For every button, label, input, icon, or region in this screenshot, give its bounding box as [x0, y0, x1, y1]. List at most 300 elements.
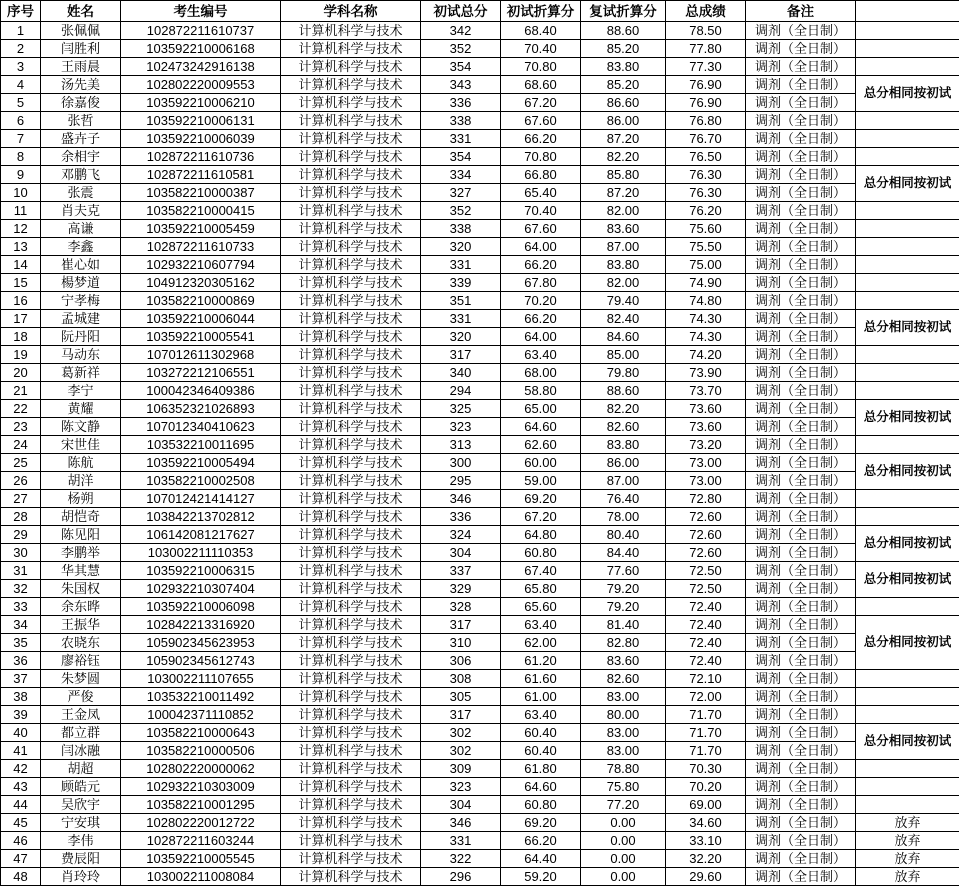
cell-final-score: 77.30 — [666, 58, 746, 76]
cell-no: 30 — [1, 544, 41, 562]
cell-no: 8 — [1, 148, 41, 166]
cell-major: 计算机科学与技术 — [281, 436, 421, 454]
cell-remark — [856, 688, 959, 706]
cell-note: 调剂（全日制） — [746, 310, 856, 328]
cell-name: 葛新祥 — [41, 364, 121, 382]
cell-major: 计算机科学与技术 — [281, 634, 421, 652]
cell-major: 计算机科学与技术 — [281, 220, 421, 238]
cell-no: 40 — [1, 724, 41, 742]
cell-initial-converted: 59.00 — [501, 472, 581, 490]
cell-initial-total: 323 — [421, 778, 501, 796]
cell-name: 张佩佩 — [41, 22, 121, 40]
table-row — [1, 40, 959, 58]
cell-major: 计算机科学与技术 — [281, 544, 421, 562]
cell-retest-converted: 80.00 — [581, 706, 666, 724]
cell-exam-code: 102802220000062 — [121, 760, 281, 778]
cell-note: 调剂（全日制） — [746, 490, 856, 508]
cell-retest-converted: 86.60 — [581, 94, 666, 112]
table-row — [1, 832, 959, 850]
cell-no: 19 — [1, 346, 41, 364]
cell-retest-converted: 82.20 — [581, 400, 666, 418]
cell-name: 胡超 — [41, 760, 121, 778]
cell-initial-converted: 66.20 — [501, 310, 581, 328]
cell-final-score: 72.50 — [666, 580, 746, 598]
cell-initial-total: 339 — [421, 274, 501, 292]
cell-no: 37 — [1, 670, 41, 688]
table-row — [1, 634, 959, 652]
cell-major: 计算机科学与技术 — [281, 760, 421, 778]
cell-name: 黄耀 — [41, 400, 121, 418]
cell-retest-converted: 83.60 — [581, 220, 666, 238]
cell-retest-converted: 79.80 — [581, 364, 666, 382]
cell-remark — [856, 58, 959, 76]
cell-final-score: 76.90 — [666, 76, 746, 94]
cell-remark: 放弃 — [856, 868, 959, 886]
cell-exam-code: 103592210006168 — [121, 40, 281, 58]
cell-exam-code: 102802220009553 — [121, 76, 281, 94]
cell-retest-converted: 82.00 — [581, 274, 666, 292]
cell-no: 12 — [1, 220, 41, 238]
cell-initial-total: 304 — [421, 796, 501, 814]
cell-final-score: 71.70 — [666, 742, 746, 760]
cell-major: 计算机科学与技术 — [281, 688, 421, 706]
cell-retest-converted: 79.20 — [581, 580, 666, 598]
cell-no: 18 — [1, 328, 41, 346]
cell-note: 调剂（全日制） — [746, 616, 856, 634]
cell-note: 调剂（全日制） — [746, 418, 856, 436]
cell-retest-converted: 83.00 — [581, 724, 666, 742]
cell-exam-code: 105902345612743 — [121, 652, 281, 670]
cell-note: 调剂（全日制） — [746, 634, 856, 652]
cell-initial-total: 354 — [421, 58, 501, 76]
cell-initial-converted: 70.80 — [501, 148, 581, 166]
cell-exam-code: 107012611302968 — [121, 346, 281, 364]
cell-initial-total: 302 — [421, 742, 501, 760]
cell-exam-code: 103592210005494 — [121, 454, 281, 472]
cell-final-score: 76.30 — [666, 166, 746, 184]
cell-major: 计算机科学与技术 — [281, 598, 421, 616]
cell-final-score: 73.90 — [666, 364, 746, 382]
cell-name: 朱梦圆 — [41, 670, 121, 688]
cell-initial-converted: 63.40 — [501, 346, 581, 364]
table-row — [1, 454, 959, 472]
cell-no: 17 — [1, 310, 41, 328]
cell-retest-converted: 87.00 — [581, 238, 666, 256]
cell-name: 闫冰融 — [41, 742, 121, 760]
cell-no: 34 — [1, 616, 41, 634]
cell-initial-converted: 64.40 — [501, 850, 581, 868]
cell-major: 计算机科学与技术 — [281, 490, 421, 508]
table-row — [1, 166, 959, 184]
cell-initial-total: 337 — [421, 562, 501, 580]
cell-initial-converted: 66.20 — [501, 256, 581, 274]
cell-initial-total: 351 — [421, 292, 501, 310]
cell-retest-converted: 85.20 — [581, 76, 666, 94]
table-row — [1, 742, 959, 760]
cell-exam-code: 106352321026893 — [121, 400, 281, 418]
cell-no: 22 — [1, 400, 41, 418]
cell-initial-total: 338 — [421, 112, 501, 130]
cell-name: 吴欣宇 — [41, 796, 121, 814]
cell-name: 余东晔 — [41, 598, 121, 616]
cell-remark-merged: 总分相同按初试 — [856, 76, 959, 112]
cell-name: 肖玲玲 — [41, 868, 121, 886]
cell-major: 计算机科学与技术 — [281, 292, 421, 310]
cell-final-score: 76.20 — [666, 202, 746, 220]
cell-exam-code: 103592210006098 — [121, 598, 281, 616]
cell-final-score: 71.70 — [666, 724, 746, 742]
cell-note: 调剂（全日制） — [746, 364, 856, 382]
cell-remark — [856, 508, 959, 526]
cell-name: 廖裕钰 — [41, 652, 121, 670]
cell-major: 计算机科学与技术 — [281, 400, 421, 418]
cell-initial-converted: 64.60 — [501, 418, 581, 436]
cell-remark-merged: 总分相同按初试 — [856, 310, 959, 346]
cell-remark — [856, 148, 959, 166]
table-row — [1, 310, 959, 328]
cell-note: 调剂（全日制） — [746, 598, 856, 616]
cell-initial-total: 320 — [421, 238, 501, 256]
cell-remark — [856, 22, 959, 40]
cell-final-score: 72.60 — [666, 526, 746, 544]
cell-initial-total: 310 — [421, 634, 501, 652]
cell-initial-converted: 67.20 — [501, 94, 581, 112]
cell-remark-merged: 总分相同按初试 — [856, 166, 959, 202]
cell-note: 调剂（全日制） — [746, 184, 856, 202]
cell-remark — [856, 706, 959, 724]
cell-remark — [856, 778, 959, 796]
cell-major: 计算机科学与技术 — [281, 184, 421, 202]
cell-initial-converted: 68.60 — [501, 76, 581, 94]
header-note: 备注 — [746, 1, 856, 22]
cell-retest-converted: 87.00 — [581, 472, 666, 490]
cell-initial-total: 306 — [421, 652, 501, 670]
cell-final-score: 70.20 — [666, 778, 746, 796]
cell-initial-total: 313 — [421, 436, 501, 454]
cell-remark — [856, 760, 959, 778]
header-no: 序号 — [1, 1, 41, 22]
cell-note: 调剂（全日制） — [746, 346, 856, 364]
cell-note: 调剂（全日制） — [746, 724, 856, 742]
cell-name: 胡洋 — [41, 472, 121, 490]
cell-exam-code: 100042346409386 — [121, 382, 281, 400]
cell-name: 费辰阳 — [41, 850, 121, 868]
cell-note: 调剂（全日制） — [746, 166, 856, 184]
cell-remark — [856, 346, 959, 364]
cell-final-score: 72.00 — [666, 688, 746, 706]
cell-final-score: 77.80 — [666, 40, 746, 58]
cell-final-score: 33.10 — [666, 832, 746, 850]
cell-no: 31 — [1, 562, 41, 580]
cell-name: 崔心如 — [41, 256, 121, 274]
cell-major: 计算机科学与技术 — [281, 508, 421, 526]
cell-major: 计算机科学与技术 — [281, 202, 421, 220]
cell-initial-total: 340 — [421, 364, 501, 382]
cell-exam-code: 103592210005541 — [121, 328, 281, 346]
cell-remark — [856, 292, 959, 310]
cell-note: 调剂（全日制） — [746, 328, 856, 346]
cell-initial-converted: 61.00 — [501, 688, 581, 706]
table-row — [1, 796, 959, 814]
table-row — [1, 490, 959, 508]
cell-no: 2 — [1, 40, 41, 58]
cell-note: 调剂（全日制） — [746, 508, 856, 526]
cell-major: 计算机科学与技术 — [281, 256, 421, 274]
cell-no: 10 — [1, 184, 41, 202]
cell-name: 宁安琪 — [41, 814, 121, 832]
cell-no: 29 — [1, 526, 41, 544]
table-row — [1, 544, 959, 562]
cell-retest-converted: 0.00 — [581, 814, 666, 832]
cell-initial-total: 305 — [421, 688, 501, 706]
cell-initial-converted: 67.60 — [501, 112, 581, 130]
cell-exam-code: 103002211107655 — [121, 670, 281, 688]
cell-final-score: 76.50 — [666, 148, 746, 166]
cell-initial-converted: 62.00 — [501, 634, 581, 652]
cell-note: 调剂（全日制） — [746, 850, 856, 868]
cell-major: 计算机科学与技术 — [281, 418, 421, 436]
cell-exam-code: 103582210000506 — [121, 742, 281, 760]
cell-initial-converted: 63.40 — [501, 616, 581, 634]
cell-final-score: 72.40 — [666, 598, 746, 616]
cell-name: 华其慧 — [41, 562, 121, 580]
cell-retest-converted: 83.00 — [581, 688, 666, 706]
table-row — [1, 148, 959, 166]
table-row — [1, 580, 959, 598]
cell-exam-code: 103592210005545 — [121, 850, 281, 868]
cell-major: 计算机科学与技术 — [281, 652, 421, 670]
cell-name: 张震 — [41, 184, 121, 202]
cell-note: 调剂（全日制） — [746, 76, 856, 94]
table-header-row — [1, 1, 959, 22]
cell-initial-converted: 60.80 — [501, 796, 581, 814]
cell-no: 14 — [1, 256, 41, 274]
cell-no: 4 — [1, 76, 41, 94]
table-row — [1, 22, 959, 40]
cell-major: 计算机科学与技术 — [281, 40, 421, 58]
table-row — [1, 94, 959, 112]
table-body — [1, 22, 959, 886]
cell-note: 调剂（全日制） — [746, 220, 856, 238]
cell-initial-total: 325 — [421, 400, 501, 418]
cell-retest-converted: 82.00 — [581, 202, 666, 220]
cell-initial-converted: 68.00 — [501, 364, 581, 382]
cell-initial-converted: 64.00 — [501, 328, 581, 346]
cell-note: 调剂（全日制） — [746, 58, 856, 76]
cell-initial-converted: 58.80 — [501, 382, 581, 400]
table-row — [1, 688, 959, 706]
cell-exam-code: 105902345623953 — [121, 634, 281, 652]
cell-exam-code: 103582210000869 — [121, 292, 281, 310]
table-row — [1, 814, 959, 832]
cell-exam-code: 103272212106551 — [121, 364, 281, 382]
cell-initial-total: 352 — [421, 202, 501, 220]
cell-no: 15 — [1, 274, 41, 292]
cell-initial-total: 336 — [421, 508, 501, 526]
cell-exam-code: 100042371110852 — [121, 706, 281, 724]
cell-remark-merged: 总分相同按初试 — [856, 526, 959, 562]
cell-name: 邓鹏飞 — [41, 166, 121, 184]
table-row — [1, 472, 959, 490]
cell-major: 计算机科学与技术 — [281, 580, 421, 598]
cell-retest-converted: 86.00 — [581, 112, 666, 130]
cell-major: 计算机科学与技术 — [281, 346, 421, 364]
cell-exam-code: 103592210006131 — [121, 112, 281, 130]
cell-remark-merged: 总分相同按初试 — [856, 562, 959, 598]
table-row — [1, 598, 959, 616]
cell-exam-code: 103592210006039 — [121, 130, 281, 148]
table-row — [1, 436, 959, 454]
cell-major: 计算机科学与技术 — [281, 382, 421, 400]
cell-note: 调剂（全日制） — [746, 760, 856, 778]
cell-note: 调剂（全日制） — [746, 706, 856, 724]
cell-final-score: 72.60 — [666, 508, 746, 526]
cell-no: 41 — [1, 742, 41, 760]
cell-final-score: 73.20 — [666, 436, 746, 454]
cell-name: 阮丹阳 — [41, 328, 121, 346]
cell-remark — [856, 490, 959, 508]
cell-no: 43 — [1, 778, 41, 796]
cell-name: 高谦 — [41, 220, 121, 238]
cell-remark: 放弃 — [856, 814, 959, 832]
cell-note: 调剂（全日制） — [746, 148, 856, 166]
table-row — [1, 760, 959, 778]
table-row — [1, 202, 959, 220]
cell-exam-code: 103592210005459 — [121, 220, 281, 238]
cell-initial-converted: 60.80 — [501, 544, 581, 562]
cell-final-score: 73.60 — [666, 418, 746, 436]
cell-initial-total: 346 — [421, 814, 501, 832]
cell-exam-code: 102872211610737 — [121, 22, 281, 40]
cell-name: 胡恺奇 — [41, 508, 121, 526]
cell-major: 计算机科学与技术 — [281, 526, 421, 544]
cell-no: 6 — [1, 112, 41, 130]
cell-note: 调剂（全日制） — [746, 238, 856, 256]
cell-retest-converted: 86.00 — [581, 454, 666, 472]
cell-major: 计算机科学与技术 — [281, 868, 421, 886]
cell-final-score: 32.20 — [666, 850, 746, 868]
cell-final-score: 72.10 — [666, 670, 746, 688]
cell-note: 调剂（全日制） — [746, 22, 856, 40]
cell-exam-code: 102932210303009 — [121, 778, 281, 796]
cell-initial-converted: 65.60 — [501, 598, 581, 616]
table-row — [1, 130, 959, 148]
table-row — [1, 112, 959, 130]
cell-final-score: 72.60 — [666, 544, 746, 562]
cell-major: 计算机科学与技术 — [281, 670, 421, 688]
cell-retest-converted: 88.60 — [581, 22, 666, 40]
cell-initial-converted: 67.20 — [501, 508, 581, 526]
cell-note: 调剂（全日制） — [746, 436, 856, 454]
cell-initial-total: 342 — [421, 22, 501, 40]
cell-name: 陈文静 — [41, 418, 121, 436]
cell-initial-total: 336 — [421, 94, 501, 112]
cell-note: 调剂（全日制） — [746, 562, 856, 580]
table-row — [1, 850, 959, 868]
cell-initial-total: 346 — [421, 490, 501, 508]
cell-retest-converted: 78.00 — [581, 508, 666, 526]
table-row — [1, 706, 959, 724]
cell-exam-code: 103592210006315 — [121, 562, 281, 580]
cell-exam-code: 103002211110353 — [121, 544, 281, 562]
cell-initial-converted: 67.80 — [501, 274, 581, 292]
cell-final-score: 76.30 — [666, 184, 746, 202]
table-row — [1, 364, 959, 382]
cell-initial-total: 304 — [421, 544, 501, 562]
cell-retest-converted: 78.80 — [581, 760, 666, 778]
cell-initial-total: 329 — [421, 580, 501, 598]
header-major: 学科名称 — [281, 1, 421, 22]
cell-final-score: 75.60 — [666, 220, 746, 238]
cell-note: 调剂（全日制） — [746, 778, 856, 796]
cell-initial-total: 331 — [421, 130, 501, 148]
cell-name: 都立群 — [41, 724, 121, 742]
cell-no: 11 — [1, 202, 41, 220]
cell-note: 调剂（全日制） — [746, 454, 856, 472]
cell-retest-converted: 83.00 — [581, 742, 666, 760]
cell-major: 计算机科学与技术 — [281, 76, 421, 94]
cell-retest-converted: 79.20 — [581, 598, 666, 616]
cell-initial-total: 302 — [421, 724, 501, 742]
cell-initial-converted: 60.40 — [501, 742, 581, 760]
cell-retest-converted: 82.40 — [581, 310, 666, 328]
cell-major: 计算机科学与技术 — [281, 616, 421, 634]
cell-retest-converted: 77.20 — [581, 796, 666, 814]
cell-remark — [856, 130, 959, 148]
table-row — [1, 184, 959, 202]
cell-initial-converted: 70.20 — [501, 292, 581, 310]
cell-exam-code: 103592210006044 — [121, 310, 281, 328]
cell-major: 计算机科学与技术 — [281, 778, 421, 796]
table-row — [1, 274, 959, 292]
cell-initial-total: 294 — [421, 382, 501, 400]
cell-remark — [856, 40, 959, 58]
cell-initial-converted: 67.60 — [501, 220, 581, 238]
cell-exam-code: 102932210607794 — [121, 256, 281, 274]
table-row — [1, 238, 959, 256]
cell-initial-converted: 63.40 — [501, 706, 581, 724]
cell-exam-code: 102473242916138 — [121, 58, 281, 76]
cell-no: 48 — [1, 868, 41, 886]
cell-final-score: 76.70 — [666, 130, 746, 148]
cell-final-score: 74.30 — [666, 328, 746, 346]
cell-final-score: 78.50 — [666, 22, 746, 40]
cell-initial-total: 352 — [421, 40, 501, 58]
cell-initial-total: 317 — [421, 706, 501, 724]
cell-retest-converted: 82.80 — [581, 634, 666, 652]
cell-name: 张哲 — [41, 112, 121, 130]
cell-no: 3 — [1, 58, 41, 76]
cell-initial-total: 324 — [421, 526, 501, 544]
cell-retest-converted: 84.40 — [581, 544, 666, 562]
cell-retest-converted: 82.20 — [581, 148, 666, 166]
cell-initial-total: 331 — [421, 256, 501, 274]
cell-remark — [856, 670, 959, 688]
cell-no: 5 — [1, 94, 41, 112]
cell-note: 调剂（全日制） — [746, 796, 856, 814]
cell-note: 调剂（全日制） — [746, 400, 856, 418]
cell-no: 36 — [1, 652, 41, 670]
cell-note: 调剂（全日制） — [746, 544, 856, 562]
cell-initial-converted: 60.40 — [501, 724, 581, 742]
table-row — [1, 724, 959, 742]
table-row — [1, 382, 959, 400]
table-row — [1, 868, 959, 886]
cell-final-score: 70.30 — [666, 760, 746, 778]
cell-major: 计算机科学与技术 — [281, 796, 421, 814]
cell-no: 39 — [1, 706, 41, 724]
cell-initial-total: 295 — [421, 472, 501, 490]
